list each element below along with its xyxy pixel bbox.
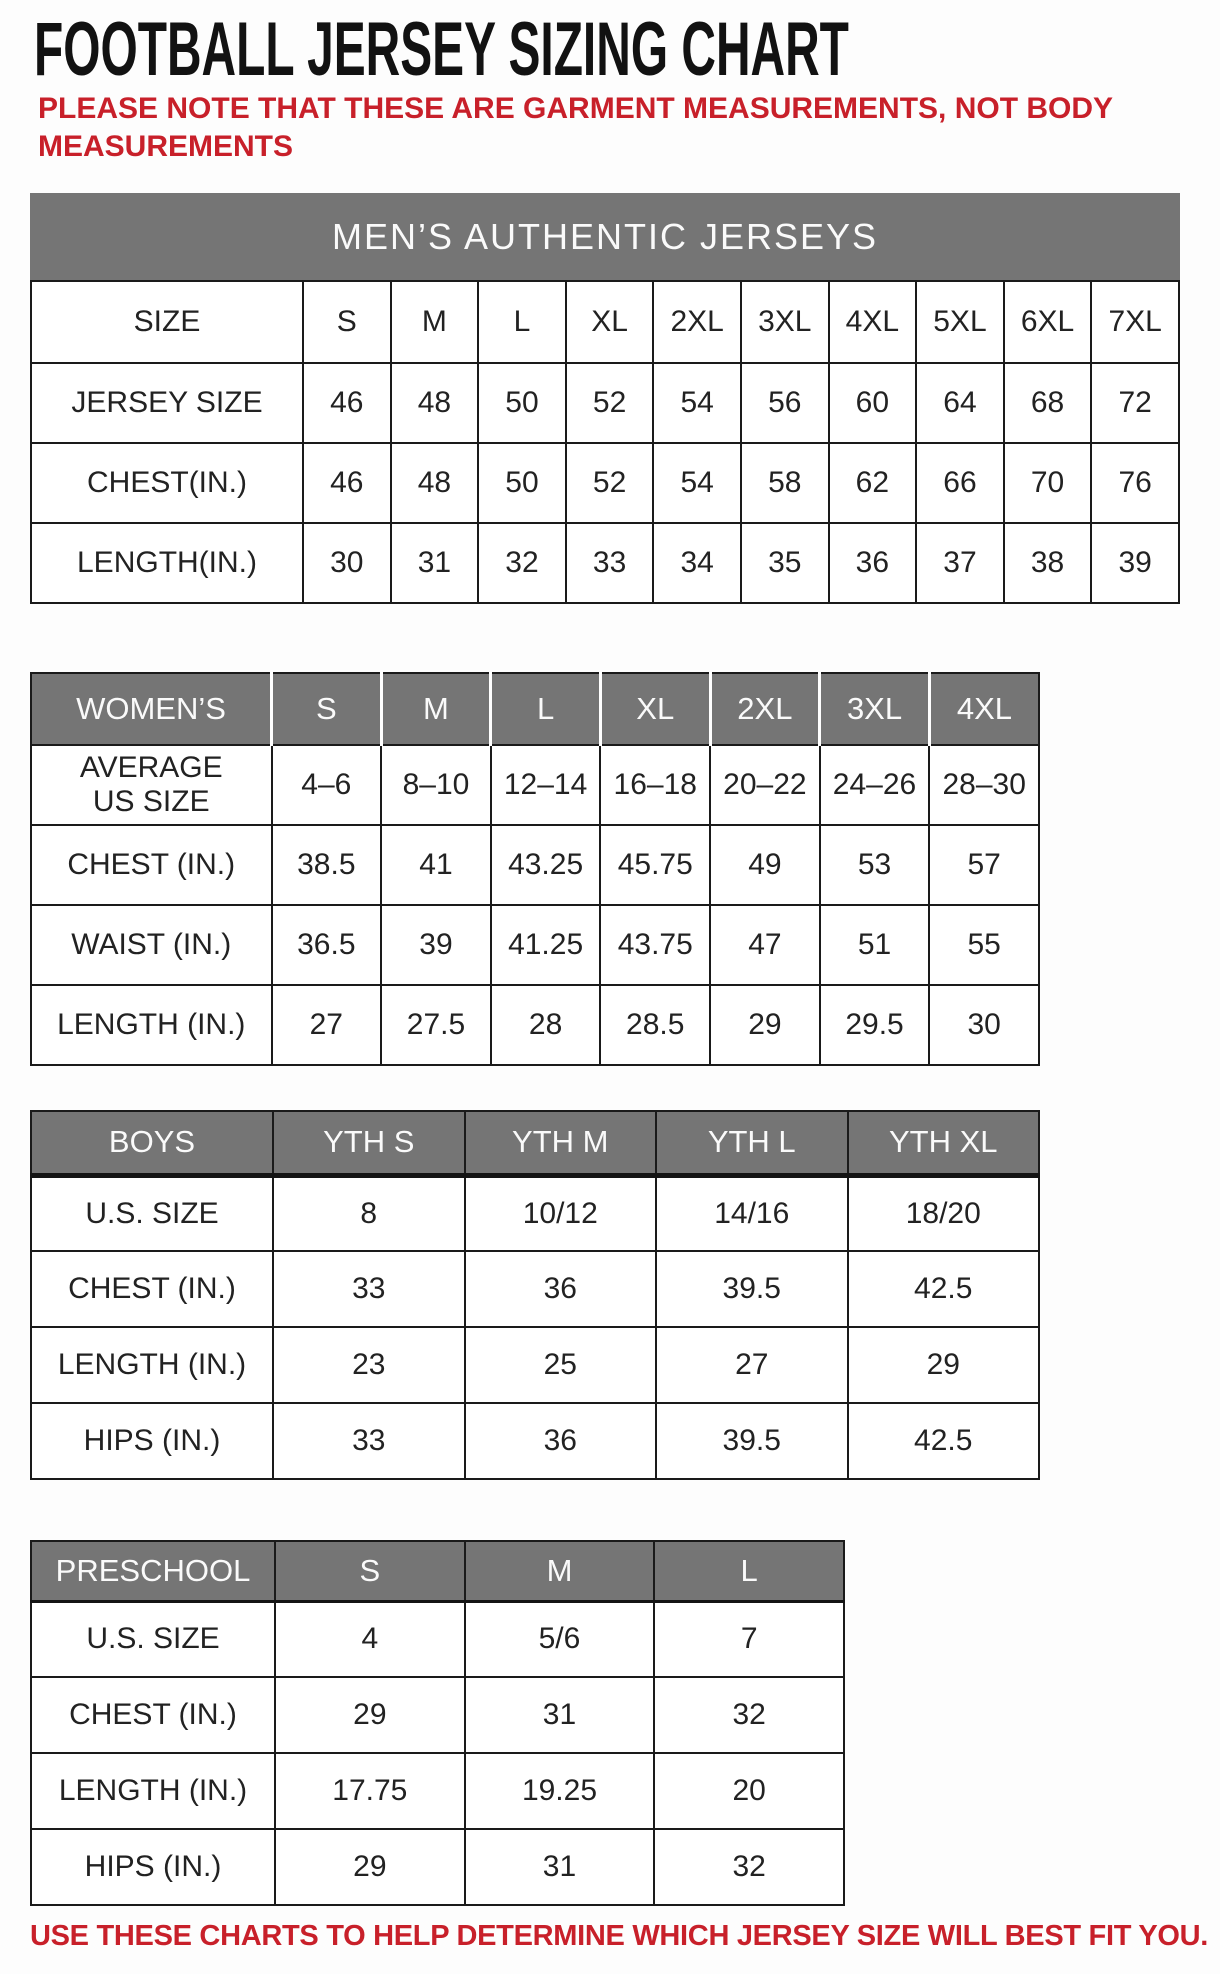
- mens-cell: 38: [1004, 523, 1092, 603]
- womens-cell: 51: [820, 905, 930, 985]
- mens-cell: 46: [303, 443, 391, 523]
- boys-size-header: YTH S: [273, 1111, 465, 1175]
- boys-sizing-table: [30, 1110, 1040, 1480]
- womens-cell: 43.75: [600, 905, 710, 985]
- preschool-header-row: [31, 1541, 844, 1601]
- mens-cell: S: [303, 281, 391, 363]
- mens-row-label: JERSEY SIZE: [31, 363, 303, 443]
- womens-cell: 38.5: [272, 825, 382, 905]
- boys-row-label: HIPS (IN.): [31, 1403, 273, 1479]
- womens-row: [31, 985, 1039, 1065]
- boys-cell: 25: [465, 1327, 657, 1403]
- womens-cell: 36.5: [272, 905, 382, 985]
- preschool-row-label: LENGTH (IN.): [31, 1753, 275, 1829]
- footer-note: USE THESE CHARTS TO HELP DETERMINE WHICH JERSEY SIZE WILL BEST FIT YOU.: [30, 1920, 1209, 1952]
- mens-cell: 35: [741, 523, 829, 603]
- preschool-size-header: L: [654, 1541, 844, 1601]
- preschool-cell: 7: [654, 1601, 844, 1677]
- boys-cell: 33: [273, 1251, 465, 1327]
- boys-cell: 36: [465, 1403, 657, 1479]
- mens-cell: 72: [1091, 363, 1179, 443]
- preschool-row-label: U.S. SIZE: [31, 1601, 275, 1677]
- womens-row-label: LENGTH (IN.): [31, 985, 272, 1065]
- womens-header-label: WOMEN’S: [31, 673, 272, 745]
- preschool-header-label: PRESCHOOL: [31, 1541, 275, 1601]
- boys-cell: 8: [273, 1175, 465, 1251]
- mens-cell: 48: [391, 443, 479, 523]
- preschool-cell: 32: [654, 1829, 844, 1905]
- womens-cell: 49: [710, 825, 820, 905]
- preschool-size-header: M: [465, 1541, 655, 1601]
- boys-row-label: CHEST (IN.): [31, 1251, 273, 1327]
- page-title: FOOTBALL JERSEY SIZING CHART: [34, 7, 849, 92]
- mens-cell: 58: [741, 443, 829, 523]
- womens-cell: 41: [381, 825, 491, 905]
- preschool-cell: 29: [275, 1677, 465, 1753]
- preschool-cell: 31: [465, 1677, 655, 1753]
- womens-cell: 27: [272, 985, 382, 1065]
- mens-cell: M: [391, 281, 479, 363]
- womens-cell: 28–30: [929, 745, 1039, 825]
- mens-cell: XL: [566, 281, 654, 363]
- preschool-row: [31, 1753, 844, 1829]
- womens-cell: 45.75: [600, 825, 710, 905]
- preschool-row: [31, 1829, 844, 1905]
- mens-cell: 2XL: [653, 281, 741, 363]
- preschool-cell: 32: [654, 1677, 844, 1753]
- boys-cell: 36: [465, 1251, 657, 1327]
- womens-size-header: 4XL: [929, 673, 1039, 745]
- boys-cell: 18/20: [848, 1175, 1040, 1251]
- boys-cell: 27: [656, 1327, 848, 1403]
- womens-cell: 8–10: [381, 745, 491, 825]
- preschool-cell: 29: [275, 1829, 465, 1905]
- boys-size-header: YTH XL: [848, 1111, 1040, 1175]
- womens-cell: 4–6: [272, 745, 382, 825]
- mens-row: [31, 443, 1179, 523]
- mens-cell: 34: [653, 523, 741, 603]
- mens-cell: 50: [478, 443, 566, 523]
- mens-cell: 6XL: [1004, 281, 1092, 363]
- preschool-row: [31, 1677, 844, 1753]
- boys-row-label: LENGTH (IN.): [31, 1327, 273, 1403]
- preschool-cell: 31: [465, 1829, 655, 1905]
- mens-cell: 54: [653, 363, 741, 443]
- mens-cell: 62: [829, 443, 917, 523]
- womens-cell: 55: [929, 905, 1039, 985]
- preschool-cell: 19.25: [465, 1753, 655, 1829]
- preschool-sizing-table: [30, 1540, 845, 1906]
- mens-cell: 66: [916, 443, 1004, 523]
- mens-cell: 39: [1091, 523, 1179, 603]
- boys-size-header: YTH L: [656, 1111, 848, 1175]
- preschool-cell: 20: [654, 1753, 844, 1829]
- boys-cell: 14/16: [656, 1175, 848, 1251]
- womens-size-header: 2XL: [710, 673, 820, 745]
- mens-cell: 56: [741, 363, 829, 443]
- subtitle-line-2: MEASUREMENTS: [38, 130, 294, 163]
- mens-cell: 36: [829, 523, 917, 603]
- mens-cell: 52: [566, 443, 654, 523]
- boys-cell: 23: [273, 1327, 465, 1403]
- womens-cell: 53: [820, 825, 930, 905]
- mens-cell: 70: [1004, 443, 1092, 523]
- mens-cell: 68: [1004, 363, 1092, 443]
- mens-row-label: CHEST(IN.): [31, 443, 303, 523]
- mens-cell: 60: [829, 363, 917, 443]
- mens-cell: 4XL: [829, 281, 917, 363]
- womens-cell: 30: [929, 985, 1039, 1065]
- boys-row: [31, 1251, 1039, 1327]
- womens-cell: 24–26: [820, 745, 930, 825]
- boys-header-label: BOYS: [31, 1111, 273, 1175]
- mens-cell: 30: [303, 523, 391, 603]
- womens-cell: 20–22: [710, 745, 820, 825]
- mens-cell: 48: [391, 363, 479, 443]
- womens-cell: 28: [491, 985, 601, 1065]
- mens-cell: 54: [653, 443, 741, 523]
- womens-row: [31, 905, 1039, 985]
- mens-row-label: SIZE: [31, 281, 303, 363]
- mens-row: [31, 281, 1179, 363]
- womens-row: [31, 825, 1039, 905]
- womens-cell: 29: [710, 985, 820, 1065]
- boys-row: [31, 1175, 1039, 1251]
- womens-sizing-table: [30, 672, 1040, 1066]
- womens-row-label: AVERAGE US SIZE: [31, 745, 272, 825]
- preschool-row-label: HIPS (IN.): [31, 1829, 275, 1905]
- womens-cell: 41.25: [491, 905, 601, 985]
- mens-cell: 31: [391, 523, 479, 603]
- boys-cell: 42.5: [848, 1251, 1040, 1327]
- preschool-row: [31, 1601, 844, 1677]
- preschool-cell: 5/6: [465, 1601, 655, 1677]
- womens-cell: 16–18: [600, 745, 710, 825]
- boys-header-row: [31, 1111, 1039, 1175]
- womens-row-label: CHEST (IN.): [31, 825, 272, 905]
- womens-cell: 43.25: [491, 825, 601, 905]
- boys-row: [31, 1327, 1039, 1403]
- boys-cell: 39.5: [656, 1251, 848, 1327]
- boys-size-header: YTH M: [465, 1111, 657, 1175]
- preschool-cell: 17.75: [275, 1753, 465, 1829]
- mens-row: [31, 523, 1179, 603]
- mens-cell: 64: [916, 363, 1004, 443]
- womens-row: [31, 745, 1039, 825]
- womens-size-header: L: [491, 673, 601, 745]
- mens-cell: 5XL: [916, 281, 1004, 363]
- preschool-cell: 4: [275, 1601, 465, 1677]
- mens-cell: 50: [478, 363, 566, 443]
- womens-cell: 57: [929, 825, 1039, 905]
- boys-cell: 42.5: [848, 1403, 1040, 1479]
- subtitle-note: [38, 90, 1113, 166]
- mens-cell: 46: [303, 363, 391, 443]
- boys-cell: 39.5: [656, 1403, 848, 1479]
- mens-cell: 52: [566, 363, 654, 443]
- boys-cell: 33: [273, 1403, 465, 1479]
- mens-cell: 33: [566, 523, 654, 603]
- preschool-row-label: CHEST (IN.): [31, 1677, 275, 1753]
- womens-size-header: 3XL: [820, 673, 930, 745]
- mens-cell: 32: [478, 523, 566, 603]
- mens-row: [31, 363, 1179, 443]
- womens-cell: 47: [710, 905, 820, 985]
- womens-cell: 27.5: [381, 985, 491, 1065]
- mens-cell: 37: [916, 523, 1004, 603]
- boys-row: [31, 1403, 1039, 1479]
- womens-size-header: S: [272, 673, 382, 745]
- womens-cell: 29.5: [820, 985, 930, 1065]
- mens-cell: 76: [1091, 443, 1179, 523]
- mens-row-label: LENGTH(IN.): [31, 523, 303, 603]
- subtitle-line-1: PLEASE NOTE THAT THESE ARE GARMENT MEASUREMENTS, NOT BODY: [38, 92, 1114, 125]
- womens-size-header: XL: [600, 673, 710, 745]
- womens-size-header: M: [381, 673, 491, 745]
- mens-sizing-table: [30, 280, 1180, 604]
- womens-cell: 39: [381, 905, 491, 985]
- womens-row-label: WAIST (IN.): [31, 905, 272, 985]
- boys-cell: 29: [848, 1327, 1040, 1403]
- womens-cell: 12–14: [491, 745, 601, 825]
- boys-row-label: U.S. SIZE: [31, 1175, 273, 1251]
- mens-cell: L: [478, 281, 566, 363]
- boys-cell: 10/12: [465, 1175, 657, 1251]
- mens-cell: 7XL: [1091, 281, 1179, 363]
- mens-table-title-band: MEN’S AUTHENTIC JERSEYS: [30, 193, 1180, 280]
- womens-header-row: [31, 673, 1039, 745]
- womens-cell: 28.5: [600, 985, 710, 1065]
- preschool-size-header: S: [275, 1541, 465, 1601]
- mens-cell: 3XL: [741, 281, 829, 363]
